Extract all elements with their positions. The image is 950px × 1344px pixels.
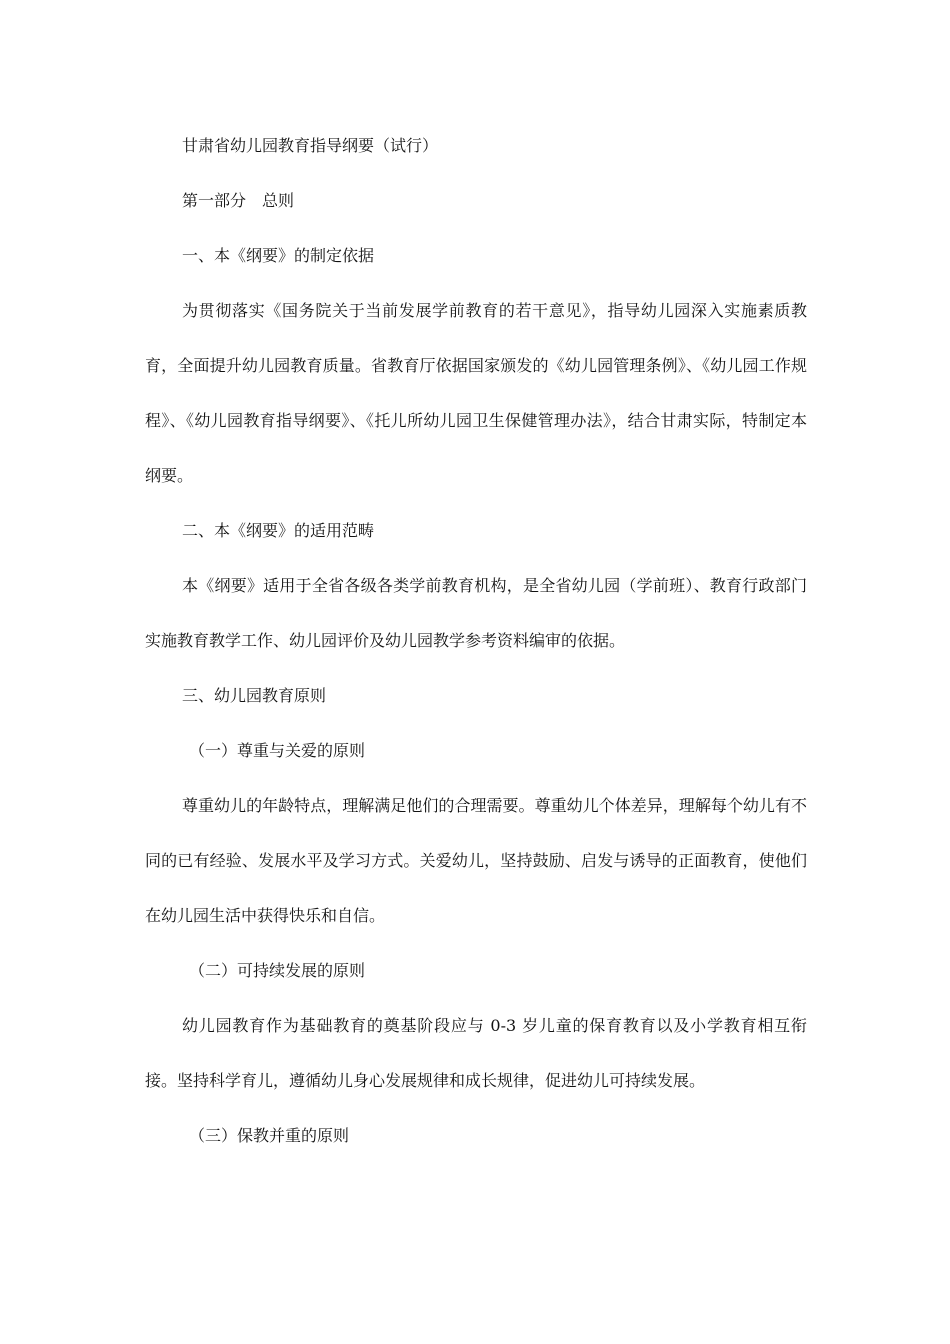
subsection-heading-2: （二）可持续发展的原则 <box>189 961 366 980</box>
subsection-body-2: 幼儿园教育作为基础教育的奠基阶段应与 0-3 岁儿童的保育教育以及小学教育相互衔接。坚持科学育儿，遵循幼儿身心发展规律和成长规律，促进幼儿可持续发展。 <box>145 1016 807 1090</box>
document-page <box>145 118 807 1163</box>
section-heading-3: 三、幼儿园教育原则 <box>182 686 327 705</box>
section-body-2: 本《纲要》适用于全省各级各类学前教育机构，是全省幼儿园（学前班）、教育行政部门实施教育教学工作、幼儿园评价及幼儿园教学参考资料编审的依据。 <box>145 576 807 650</box>
section-heading-2: 二、本《纲要》的适用范畴 <box>182 521 375 540</box>
subsection-body-1: 尊重幼儿的年龄特点，理解满足他们的合理需要。尊重幼儿个体差异，理解每个幼儿有不同的已有经验、发展水平及学习方式。关爱幼儿，坚持鼓励、启发与诱导的正面教育，使他们在幼儿园生活中获得快乐和自信。 <box>145 796 807 925</box>
document-title: 甘肃省幼儿园教育指导纲要（试行） <box>182 136 439 155</box>
subsection-heading-1: （一）尊重与关爱的原则 <box>189 741 366 760</box>
section-body-1: 为贯彻落实《国务院关于当前发展学前教育的若干意见》，指导幼儿园深入实施素质教育，全面提升幼儿园教育质量。省教育厅依据国家颁发的《幼儿园管理条例》、《幼儿园工作规程》、《幼儿园教育指导纲要》、《托儿所幼儿园卫生保健管理办法》，结合甘肃实际，特制定本纲要。 <box>145 301 807 485</box>
part-heading: 第一部分 总则 <box>182 191 295 210</box>
subsection-heading-3: （三）保教并重的原则 <box>189 1126 350 1145</box>
section-heading-1: 一、本《纲要》的制定依据 <box>182 246 375 265</box>
